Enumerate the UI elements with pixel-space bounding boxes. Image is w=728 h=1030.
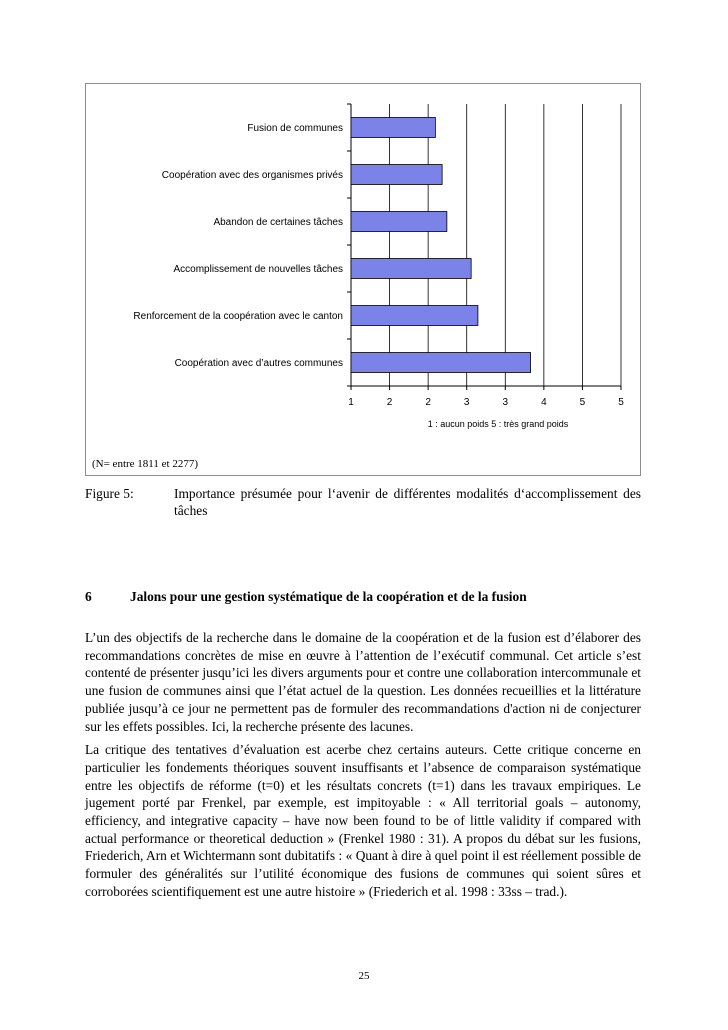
section-title: Jalons pour une gestion systématique de la coopération et de la fusion bbox=[130, 589, 527, 604]
bar bbox=[351, 306, 478, 326]
x-tick-label: 3 bbox=[502, 397, 509, 408]
x-tick-label: 2 bbox=[425, 397, 431, 408]
category-label: Accomplissement de nouvelles tâches bbox=[173, 264, 343, 275]
figure-caption-text: Importance présumée pour l‘avenir de différentes modalités d‘accomplissement des tâches bbox=[174, 486, 641, 518]
bar bbox=[351, 353, 531, 373]
x-tick-label: 3 bbox=[463, 397, 470, 408]
figure-caption bbox=[85, 485, 641, 519]
x-tick-label: 4 bbox=[541, 397, 547, 408]
category-label: Fusion de communes bbox=[247, 123, 343, 134]
figure-label: Figure 5: bbox=[85, 486, 134, 501]
bar-chart bbox=[86, 84, 642, 477]
paragraph: La critique des tentatives d’évaluation est acerbe chez certains auteurs. Cette critique concerne en particulier les fondements théoriques souvent insuffisants et l’absence de comparaison systématique entre les objectifs de réforme (t=0) et les résultats concrets (t=1) dans les travaux empiriques. Le jugement porté par Frenkel, par exemple, est impitoyable : « All territorial goals – autonomy, efficiency, and integrative capacity – have now been found to be of little validity if compared with actual performance or theoretical deduction » (Frenkel 1980 : 31). A propos du débat sur les fusions, Friederich, Arn et Wichtermann sont dubitatifs : « Quant à dire à quel point il est réellement possible de formuler des généralités sur l’utilité économique des fusions de communes qui soient sûres et corroborées scientifiquement est une autre histoire » (Friederich et al. 1998 : 33ss – trad.). bbox=[85, 742, 641, 899]
chart-frame bbox=[85, 83, 641, 476]
x-axis-label: 1 : aucun poids 5 : très grand poids bbox=[427, 419, 569, 429]
page-number: 25 bbox=[358, 970, 370, 982]
bar bbox=[351, 212, 447, 232]
paragraph: L’un des objectifs de la recherche dans le domaine de la coopération et de la fusion est d’élaborer des recommandations concrètes de mise en œuvre à l’attention de l’exécutif communal. Cet article s’est contenté de présenter jusqu’ici les divers arguments pour et contre une collaboration intercommunale et une fusion de communes ainsi que l’état actuel de la question. Les données recueillies et la littérature publiée jusqu’à ce jour ne permettent pas de formuler des recommandations d'action ni de conjecturer sur les effets possibles. Ici, la recherche présente des lacunes. bbox=[85, 630, 641, 734]
category-label: Coopération avec des organismes privés bbox=[161, 170, 343, 181]
x-tick-label: 5 bbox=[618, 397, 624, 408]
x-tick-label: 1 bbox=[348, 397, 354, 408]
category-label: Coopération avec d’autres communes bbox=[174, 358, 343, 369]
category-label: Renforcement de la coopération avec le canton bbox=[133, 311, 343, 322]
body-text bbox=[85, 629, 641, 907]
x-tick-label: 5 bbox=[579, 397, 586, 408]
section-number: 6 bbox=[85, 589, 92, 604]
category-label: Abandon de certaines tâches bbox=[213, 217, 343, 228]
section-heading bbox=[85, 589, 641, 605]
x-tick-label: 2 bbox=[386, 397, 393, 408]
sample-size-note: (N= entre 1811 et 2277) bbox=[92, 458, 198, 470]
bar bbox=[351, 165, 442, 185]
bar bbox=[351, 118, 435, 138]
bar bbox=[351, 259, 471, 279]
